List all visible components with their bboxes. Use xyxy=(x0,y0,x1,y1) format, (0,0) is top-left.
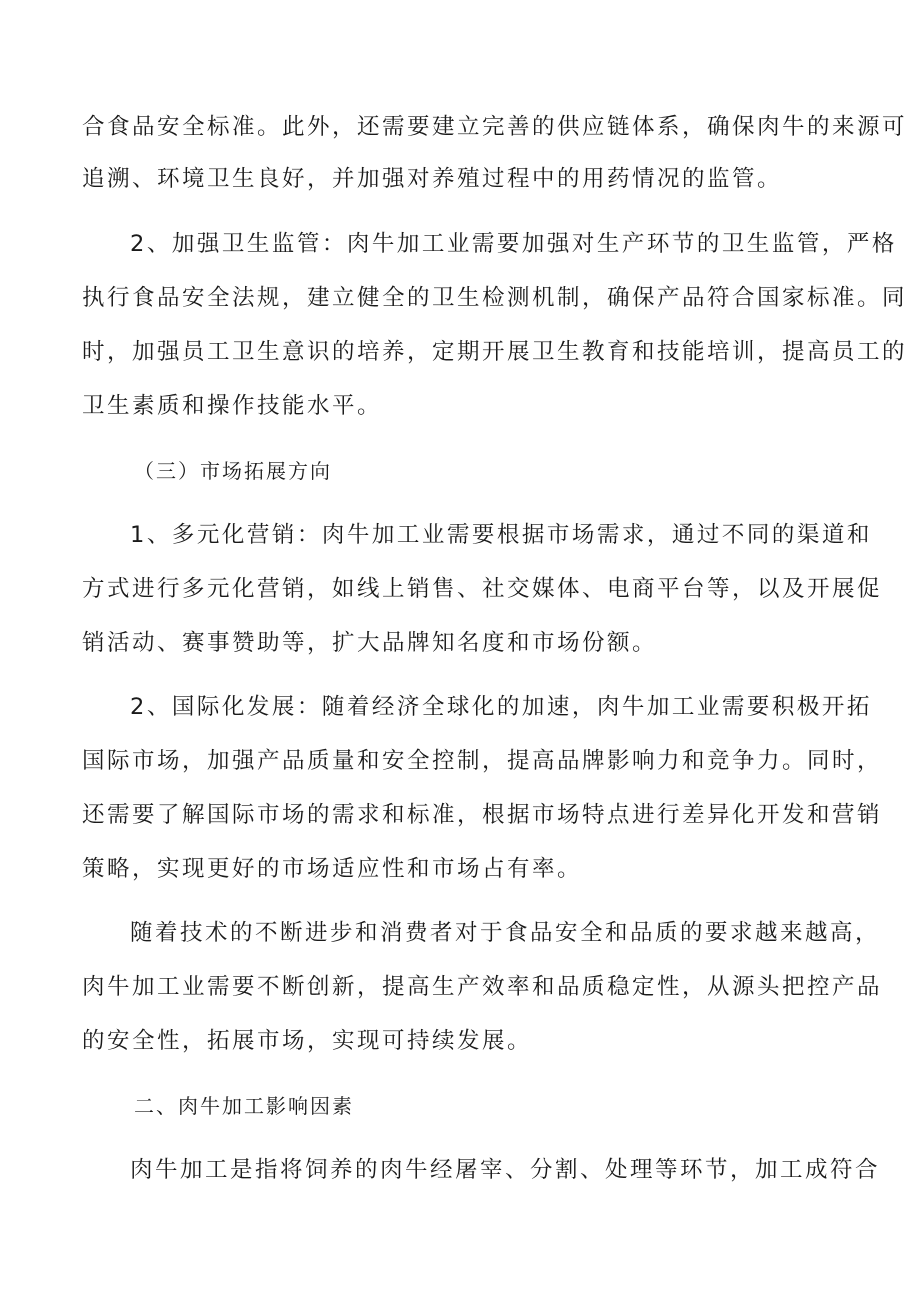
paragraph-line: 2、国际化发展：随着经济全球化的加速，肉牛加工业需要积极开拓 xyxy=(130,694,872,720)
section-heading: 二、肉牛加工影响因素 xyxy=(134,1094,354,1118)
paragraph-line: 合食品安全标准。此外，还需要建立完善的供应链体系，确保肉牛的来源可 xyxy=(82,114,908,140)
paragraph-line: 肉牛加工是指将饲养的肉牛经屠宰、分割、处理等环节，加工成符合 xyxy=(130,1157,881,1183)
paragraph-line: 卫生素质和操作技能水平。 xyxy=(82,393,383,419)
paragraph-line: 肉牛加工业需要不断创新，提高生产效率和品质稳定性，从源头把控产品 xyxy=(82,974,883,1000)
paragraph-line: 追溯、环境卫生良好，并加强对养殖过程中的用药情况的监管。 xyxy=(82,166,783,192)
paragraph-line: 策略，实现更好的市场适应性和市场占有率。 xyxy=(82,856,583,882)
paragraph-line: 2、加强卫生监管：肉牛加工业需要加强对生产环节的卫生监管，严格 xyxy=(130,231,897,257)
paragraph-line: 国际市场，加强产品质量和安全控制，提高品牌影响力和竞争力。同时， xyxy=(82,748,883,774)
paragraph-line: 方式进行多元化营销，如线上销售、社交媒体、电商平台等，以及开展促 xyxy=(82,576,883,602)
paragraph-line: 执行食品安全法规，建立健全的卫生检测机制，确保产品符合国家标准。同 xyxy=(82,285,908,311)
paragraph-line: 随着技术的不断进步和消费者对于食品安全和品质的要求越来越高， xyxy=(130,920,881,946)
paragraph-line: 1、多元化营销：肉牛加工业需要根据市场需求，通过不同的渠道和 xyxy=(130,522,872,548)
paragraph-line: 的安全性，拓展市场，实现可持续发展。 xyxy=(82,1028,533,1054)
paragraph-line: 还需要了解国际市场的需求和标准，根据市场特点进行差异化开发和营销 xyxy=(82,802,883,828)
paragraph-line: 销活动、赛事赞助等，扩大品牌知名度和市场份额。 xyxy=(82,630,658,656)
section-heading: （三）市场拓展方向 xyxy=(134,459,332,483)
paragraph-line: 时，加强员工卫生意识的培养，定期开展卫生教育和技能培训，提高员工的 xyxy=(82,339,908,365)
